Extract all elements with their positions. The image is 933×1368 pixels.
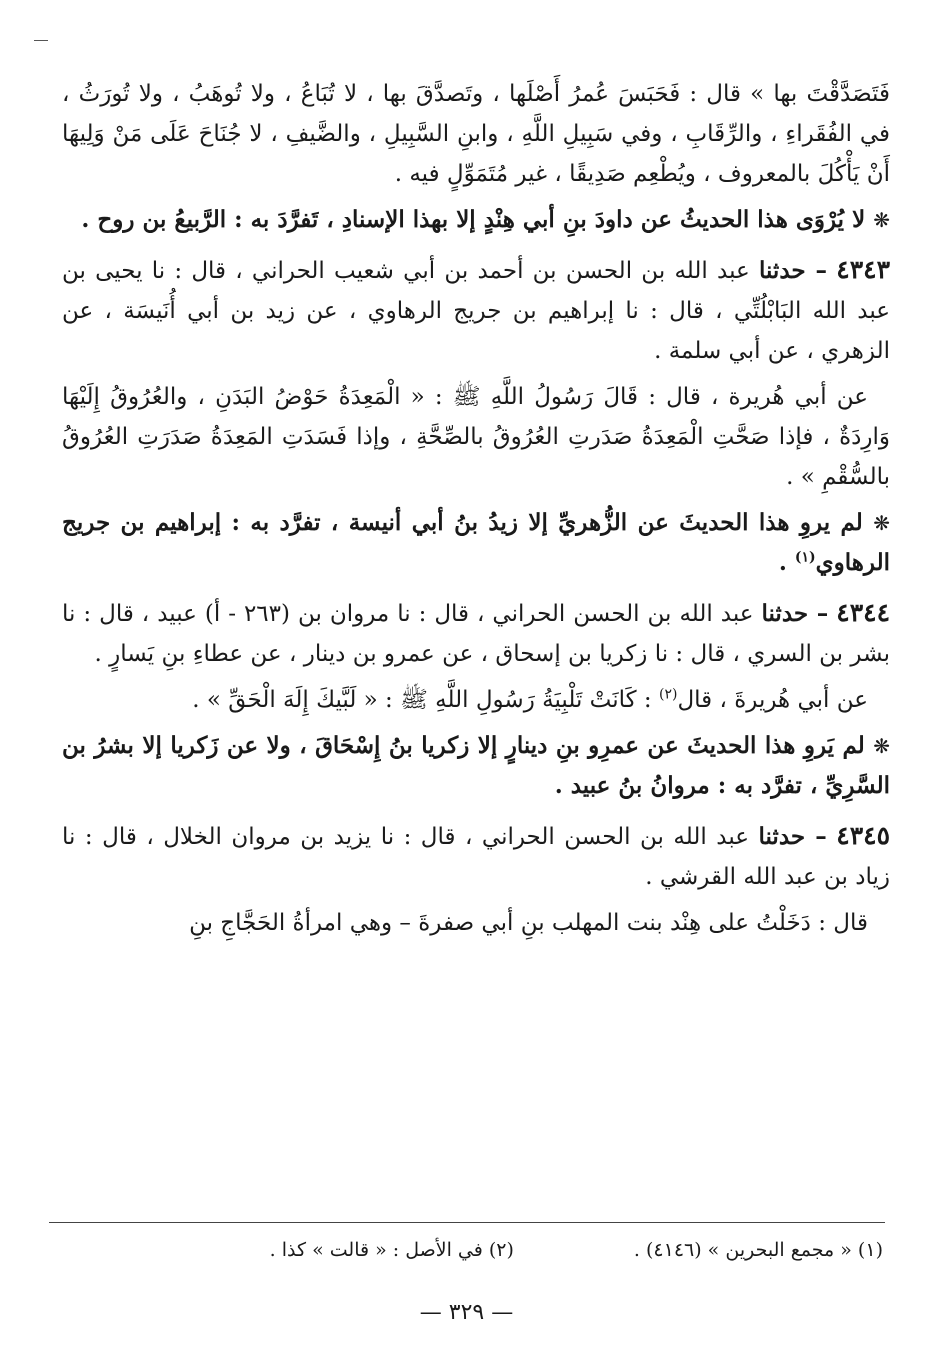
footnote-1: (١) « مجمع البحرين » (٤١٤٦) . <box>633 1239 883 1261</box>
hadith-lead: – حدثنا <box>758 257 828 284</box>
hadith-4345-matn <box>62 903 890 943</box>
hadith-number: ٤٣٤٣ <box>836 255 890 284</box>
matn-text: عن أبي هُريرة ، قال : قَالَ رَسُولُ اللَّهِ ﷺ : « الْمَعِدَةُ حَوْضُ البَدَنِ ، والعُرُوقُ إِلَيْهَا وَارِدَةٌ ، فإذا صَحَّتِ الْمَعِدَةُ صَدَرتِ العُرُوقُ بالصِّحَّةِ ، وإذا فَسَدَتِ المَعِدَةُ صَدَرَتِ العُرُوقُ بالسُّقْمِ » . <box>62 384 890 490</box>
hadith-4344-matn <box>62 680 890 720</box>
note-text: لم يروِ هذا الحديثَ عن الزُّهريِّ إلا زيدُ بنُ أبي أنيسة ، تفرَّد به : إبراهيم بن جريج الرهاوي <box>62 509 890 576</box>
scan-mark <box>34 40 48 41</box>
hadith-4345-isnad <box>62 816 890 897</box>
page-number: — ٣٢٩ — <box>419 1300 514 1325</box>
isnad-text: عبد الله بن الحسن بن أحمد بن أبي شعيب الحراني ، قال : نا يحيى بن عبد الله البَابْلُتِّي ، قال : نا إبراهيم بن جريج الرهاوي ، عن زيد بن أبي أُنَيسَة ، عن الزهري ، عن أبي سلمة . <box>62 258 890 364</box>
isnad-text: عبد الله بن الحسن الحراني ، قال : نا يزيد بن مروان الخلال ، قال : نا زياد بن عبد الله القرشي . <box>62 824 890 890</box>
paragraph-text: فَتَصَدَّقْتَ بها » قال : فَحَبَسَ عُمرُ أَصْلَها ، وتَصدَّقَ بها ، لا تُبَاعُ ، ولا تُوهَبُ ، ولا تُورَثُ ، في الفُقَراءِ ، والرِّقَابِ ، وفي سَبِيلِ اللَّهِ ، وابنِ السَّبِيلِ ، والضَّيفِ ، لا جُنَاحَ عَلَى مَنْ وَلِيهَا أَنْ يَأْكُلَ بالمعروف ، ويُطْعِم صَدِيقًا ، غير مُتَمَوِّلٍ فيه . <box>62 81 890 187</box>
matn-text: : كَانَتْ تَلْبِيَةُ رَسُولِ اللَّهِ ﷺ : « لَبَّيكَ إِلَهَ الْحَقِّ » . <box>192 687 652 713</box>
footnote-divider <box>49 1222 885 1223</box>
paragraph-continuation <box>62 74 890 194</box>
note-end: . <box>778 549 787 576</box>
footnote-ref: (٢) <box>658 686 678 703</box>
asterism-icon: ❋ <box>873 734 890 758</box>
hadith-lead: – حدثنا <box>761 600 829 627</box>
hadith-4343-matn <box>62 377 890 497</box>
hadith-4344-isnad <box>62 593 890 674</box>
isnad-text: عبد الله بن الحسن الحراني ، قال : نا مروان بن (٢٦٣ - أ) عبيد ، قال : نا بشر بن السري ، قال : نا زكريا بن إسحاق ، عن عمرو بن دينار ، عن عطاءِ بنِ يَسارٍ . <box>62 601 890 667</box>
matn-text: قال : دَخَلْتُ على هِنْد بنت المهلب بنِ أبي صفرةَ – وهي امرأةُ الحَجَّاجِ بنِ <box>189 910 868 936</box>
matn-text: عن أبي هُريرةَ ، قال <box>677 687 868 713</box>
page-body <box>62 74 890 943</box>
hadith-4343-isnad <box>62 250 890 371</box>
hadith-number: ٤٣٤٤ <box>836 598 891 627</box>
asterism-icon: ❋ <box>873 208 890 232</box>
note-text: لم يَروِ هذا الحديثَ عن عمرِو بنِ دينارٍ إلا زكريا بنُ إِسْحَاقَ ، ولا عن زَكريا إلا بشرُ بن السَّرِيِّ ، تفرَّد به : مروانُ بنُ عبيد . <box>62 732 890 799</box>
hadith-number: ٤٣٤٥ <box>836 821 891 850</box>
note-text: لا يُرْوَى هذا الحديثُ عن داودَ بنِ أبي هِنْدٍ إلا بهذا الإسنادِ ، تَفرَّدَ به : الرَّبيعُ بن روح . <box>81 206 866 233</box>
note-paragraph <box>62 200 890 240</box>
footnotes <box>63 1234 883 1266</box>
footnote-2: (٢) في الأصل : « قالت » كذا . <box>269 1239 514 1261</box>
note-paragraph <box>62 726 890 806</box>
asterism-icon: ❋ <box>873 511 890 535</box>
note-paragraph <box>62 503 890 583</box>
footnote-ref: (١) <box>794 549 816 566</box>
hadith-lead: – حدثنا <box>758 823 827 850</box>
